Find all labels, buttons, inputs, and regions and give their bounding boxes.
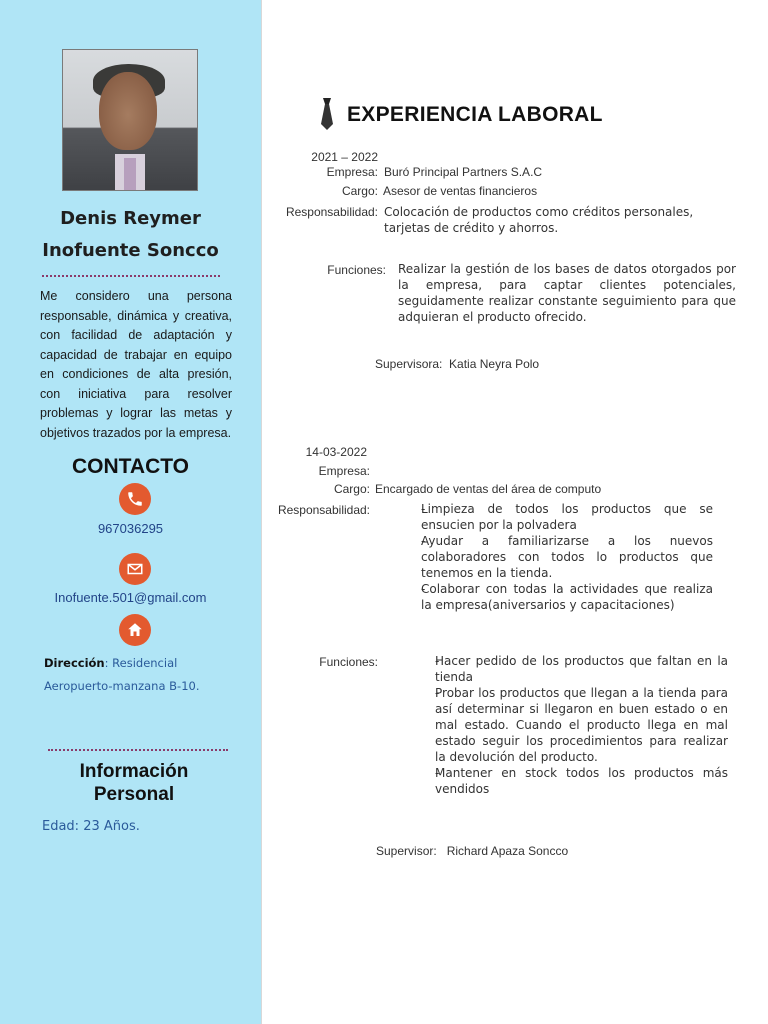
job2-company-label: Empresa: — [318, 464, 370, 478]
list-item: - Hacer pedido de los productos que faltan en la tienda — [411, 653, 728, 685]
job1-resp-label: Responsabilidad: — [285, 205, 378, 219]
job1-supervisor-label: Supervisora: — [375, 357, 443, 371]
job1-responsibility: Colocación de productos como créditos personales, tarjetas de crédito y ahorros. — [384, 205, 694, 235]
job2-functions-label: Funciones: — [319, 655, 378, 669]
list-item: - Probar los productos que llegan a la tienda para así determinar si llegaron en buen estado o en mal estado. Cuando el producto llega en mal estado seguir los procedimientos para realizar la devolución del producto. — [411, 685, 728, 765]
email-link[interactable]: Inofuente.501@gmail.com — [54, 590, 207, 605]
job1-company: Buró Principal Partners S.A.C — [384, 165, 543, 179]
job2-supervisor-label: Supervisor: — [376, 844, 437, 858]
job1-company-label: Empresa: — [326, 165, 378, 179]
address — [44, 652, 249, 698]
job1-functions: Realizar la gestión de los bases de datos otorgados por la empresa, para captar clientes potenciales, seguidamente realizar constante seguimiento para que adquieran el producto ofrecido. — [398, 262, 736, 324]
job1-supervisor-name: Katia Neyra Polo — [449, 357, 540, 371]
job1-role: Asesor de ventas financieros — [383, 184, 538, 198]
personal-info-heading-line2: Personal — [93, 784, 175, 805]
job2-role: Encargado de ventas del área de computo — [375, 482, 602, 496]
job2-resp-label: Responsabilidad: — [277, 503, 370, 517]
list-item: - Ayudar a familiarizarse a los nuevos colaboradores con todos lo productos que tenemos en la tienda. — [397, 533, 713, 581]
job1-date: 2021 – 2022 — [311, 150, 378, 164]
home-icon — [119, 614, 151, 646]
job2-responsibility-list — [397, 501, 713, 613]
job2-functions-list — [411, 653, 728, 797]
experience-heading: EXPERIENCIA LABORAL — [347, 103, 603, 126]
job2-supervisor — [376, 844, 568, 858]
job1-role-label: Cargo: — [341, 184, 378, 198]
job2-supervisor-name: Richard Apaza Soncco — [446, 844, 569, 858]
list-item: - Colaborar con todas la actividades que realiza la empresa(aniversarios y capacitaciones) — [397, 581, 713, 613]
envelope-icon — [119, 553, 151, 585]
personal-info-heading — [0, 760, 268, 806]
address-label: Dirección — [44, 656, 105, 670]
sidebar — [0, 0, 262, 1024]
personal-info-heading-line1: Información — [79, 761, 189, 782]
job2-date: 14-03-2022 — [305, 445, 367, 459]
divider — [48, 749, 228, 751]
phone-icon — [119, 483, 151, 515]
age: Edad: 23 Años. — [42, 819, 140, 834]
job2-role-label: Cargo: — [333, 482, 370, 496]
profile-photo — [62, 49, 198, 191]
divider — [42, 275, 220, 277]
job1-functions-label: Funciones: — [327, 263, 386, 277]
list-item: - Limpieza de todos los productos que se ensucien por la polvadera — [397, 501, 713, 533]
name-second-line: Inofuente Soncco — [42, 240, 219, 261]
phone-number[interactable]: 967036295 — [97, 521, 164, 536]
job1-supervisor — [375, 357, 539, 371]
address-value: : Residencial Aeropuerto-manzana B-10. — [44, 656, 200, 693]
contact-heading: CONTACTO — [71, 455, 190, 478]
name-first-line: Denis Reymer — [60, 208, 201, 229]
profile-summary: Me considero una persona responsable, dinámica y creativa, con facilidad de adaptación y capacidad de trabajar en equipo en condiciones de alta presión, con iniciativa para resolver problemas y lograr las metas y objetivos trazados por la empresa. — [40, 289, 232, 440]
tie-icon — [320, 98, 334, 135]
list-item: - Mantener en stock todos los productos más vendidos — [411, 765, 728, 797]
